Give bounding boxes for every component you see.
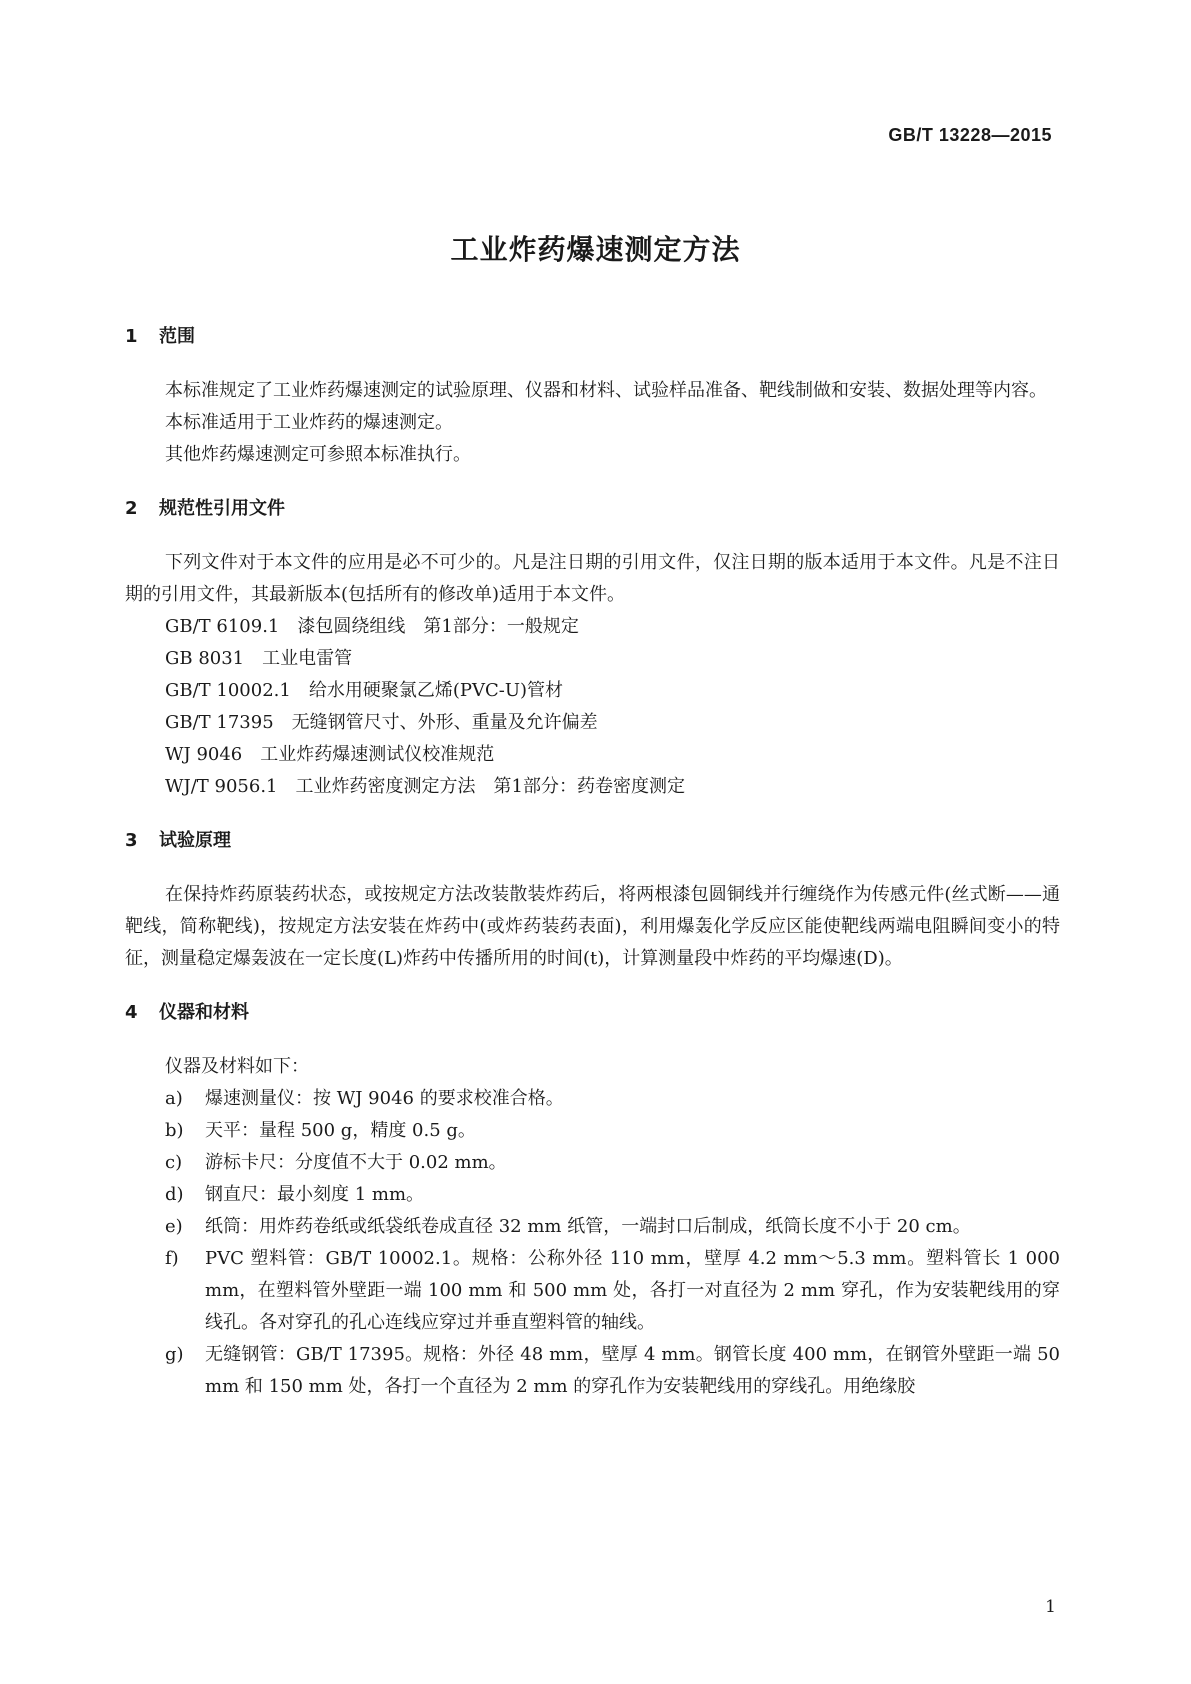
section-1-heading	[125, 325, 1060, 349]
list-marker: f)	[165, 1248, 179, 1269]
section-title: 规范性引用文件	[159, 498, 285, 519]
reference-code: GB/T 10002.1	[165, 680, 291, 701]
reference-title: 工业电雷管	[262, 648, 353, 669]
reference-item	[125, 611, 1060, 643]
list-marker: e)	[165, 1216, 183, 1237]
list-item-text: 纸筒：用炸药卷纸或纸袋纸卷成直径 32 mm 纸管，一端封口后制成，纸筒长度不小于 20 cm。	[205, 1216, 971, 1237]
standard-code: GB/T 13228—2015	[888, 125, 1052, 145]
reference-title: 漆包圆绕组线 第1部分：一般规定	[297, 616, 579, 637]
reference-code: WJ 9046	[165, 744, 243, 765]
reference-code: GB 8031	[165, 648, 245, 669]
paragraph: 仪器及材料如下：	[165, 1056, 309, 1077]
reference-title: 给水用硬聚氯乙烯(PVC-U)管材	[308, 680, 564, 701]
list-item	[125, 1339, 1060, 1403]
list-marker: d)	[165, 1184, 184, 1205]
paragraph: 本标准规定了工业炸药爆速测定的试验原理、仪器和材料、试验样品准备、靶线制做和安装、数据处理等内容。	[165, 380, 1047, 401]
list-marker: b)	[165, 1120, 184, 1141]
list-item	[125, 1147, 1060, 1179]
reference-title: 无缝钢管尺寸、外形、重量及允许偏差	[291, 712, 598, 733]
reference-item	[125, 771, 1060, 803]
list-item	[125, 1115, 1060, 1147]
page-number: 1	[1045, 1597, 1056, 1617]
document-title: 工业炸药爆速测定方法	[450, 233, 741, 266]
section-number: 1	[125, 326, 138, 347]
section-4-heading	[125, 1001, 1060, 1025]
section-title: 试验原理	[159, 830, 231, 851]
list-item-text: 爆速测量仪：按 WJ 9046 的要求校准合格。	[205, 1088, 564, 1109]
list-item	[125, 1179, 1060, 1211]
section-number: 4	[125, 1002, 138, 1023]
list-marker: g)	[165, 1344, 184, 1365]
list-marker: c)	[165, 1152, 183, 1173]
section-number: 3	[125, 830, 138, 851]
reference-code: WJ/T 9056.1	[165, 776, 278, 797]
reference-code: GB/T 17395	[165, 712, 274, 733]
reference-code: GB/T 6109.1	[165, 616, 280, 637]
section-title: 仪器和材料	[159, 1002, 249, 1023]
paragraph: 本标准适用于工业炸药的爆速测定。	[165, 412, 453, 433]
list-item	[125, 1083, 1060, 1115]
list-item-text: 钢直尺：最小刻度 1 mm。	[205, 1184, 425, 1205]
section-number: 2	[125, 498, 138, 519]
reference-item	[125, 643, 1060, 675]
document-body	[125, 325, 1060, 1403]
list-item	[125, 1243, 1060, 1339]
list-item-text: 天平：量程 500 g，精度 0.5 g。	[205, 1120, 476, 1141]
list-item	[125, 1211, 1060, 1243]
reference-item	[125, 675, 1060, 707]
section-3-heading	[125, 829, 1060, 853]
paragraph: 在保持炸药原装药状态，或按规定方法改装散装炸药后，将两根漆包圆铜线并行缠绕作为传感元件(丝式断——通靶线，简称靶线)，按规定方法安装在炸药中(或炸药装药表面)，利用爆轰化学反应区能使靶线两端电阻瞬间变小的特征，测量稳定爆轰波在一定长度(L)炸药中传播所用的时间(t)，计算测量段中炸药的平均爆速(D)。	[125, 884, 1060, 969]
section-title: 范围	[159, 326, 195, 347]
paragraph: 下列文件对于本文件的应用是必不可少的。凡是注日期的引用文件，仅注日期的版本适用于本文件。凡是不注日期的引用文件，其最新版本(包括所有的修改单)适用于本文件。	[125, 552, 1060, 605]
reference-item	[125, 739, 1060, 771]
list-item-text: PVC 塑料管：GB/T 10002.1。规格：公称外径 110 mm，壁厚 4.2 mm～5.3 mm。塑料管长 1 000 mm，在塑料管外壁距一端 100 mm 和 500 mm 处，各打一对直径为 2 mm 穿孔，作为安装靶线用的穿线孔。各对穿孔的孔心连线应穿过并垂直塑料管的轴线。	[205, 1248, 1060, 1333]
section-2-heading	[125, 497, 1060, 521]
reference-title: 工业炸药密度测定方法 第1部分：药卷密度测定	[295, 776, 685, 797]
list-item-text: 游标卡尺：分度值不大于 0.02 mm。	[205, 1152, 507, 1173]
list-item-text: 无缝钢管：GB/T 17395。规格：外径 48 mm，壁厚 4 mm。钢管长度 400 mm，在钢管外壁距一端 50 mm 和 150 mm 处，各打一个直径为 2 mm 的穿孔作为安装靶线用的穿线孔。用绝缘胶	[205, 1344, 1060, 1397]
reference-title: 工业炸药爆速测试仪校准规范	[260, 744, 495, 765]
paragraph: 其他炸药爆速测定可参照本标准执行。	[165, 444, 471, 465]
reference-item	[125, 707, 1060, 739]
list-marker: a)	[165, 1088, 183, 1109]
